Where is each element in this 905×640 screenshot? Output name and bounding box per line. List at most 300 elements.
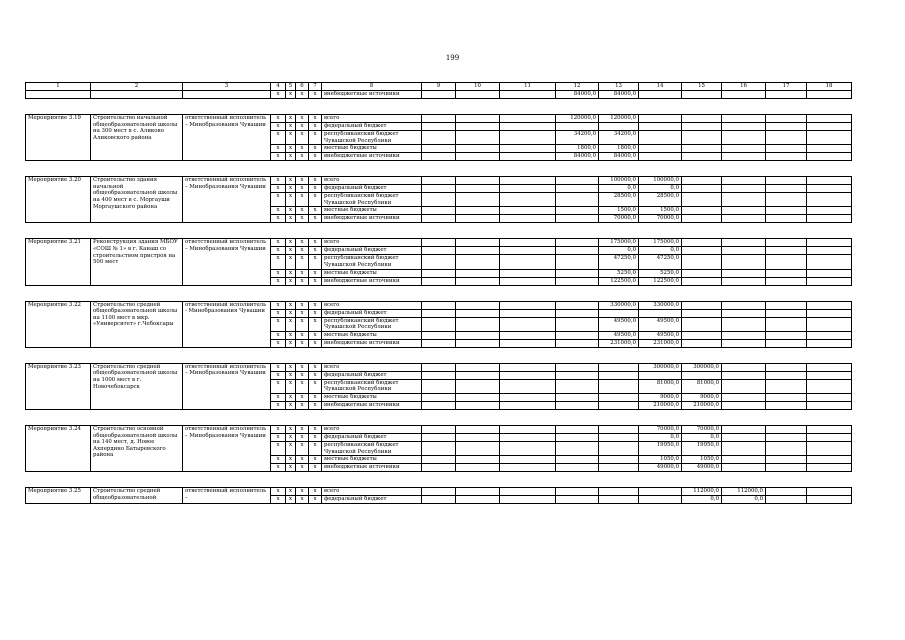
value-cell-col-17 — [766, 379, 807, 393]
value-cell-col-11 — [500, 456, 556, 464]
value-cell-col-9 — [422, 371, 456, 379]
continuation-row — [26, 91, 852, 99]
value-cell-col-14: 49500,0 — [639, 331, 682, 339]
x-mark-cell: x — [309, 115, 322, 123]
value-cell-col-16 — [722, 456, 766, 464]
value-cell-col-18 — [807, 123, 852, 131]
value-cell-col-15 — [682, 371, 722, 379]
x-mark-cell: x — [286, 123, 296, 131]
x-mark-cell: x — [271, 247, 286, 255]
x-mark-cell: x — [296, 269, 309, 277]
x-mark-cell: x — [296, 277, 309, 285]
value-cell-col-16 — [722, 215, 766, 223]
x-mark-cell: x — [309, 193, 322, 207]
activity-name-cell: Реконструкция здания МБОУ «СОШ № 1» в г. Канаш со строительством пристроя на 500 мест — [91, 239, 183, 285]
column-header-12: 12 — [556, 83, 599, 91]
value-cell-col-14: 19950,0 — [639, 441, 682, 455]
x-mark-cell: x — [271, 433, 286, 441]
value-cell-col-10 — [456, 123, 500, 131]
value-cell-col-9 — [422, 255, 456, 269]
x-mark-cell: x — [309, 433, 322, 441]
value-cell-col-16 — [722, 269, 766, 277]
value-cell-col-14: 70000,0 — [639, 425, 682, 433]
value-cell-col-18 — [807, 464, 852, 472]
x-mark-cell: x — [309, 215, 322, 223]
x-mark-cell: x — [286, 153, 296, 161]
value-cell-col-9 — [422, 301, 456, 309]
x-mark-cell: x — [296, 371, 309, 379]
x-mark-cell: x — [309, 145, 322, 153]
value-cell-col-9 — [422, 277, 456, 285]
activity-row — [26, 363, 852, 371]
x-mark-cell: x — [271, 393, 286, 401]
value-cell-col-11 — [500, 496, 556, 504]
value-cell-col-13 — [599, 401, 639, 409]
value-cell-col-16 — [722, 363, 766, 371]
spacer-row — [26, 223, 852, 239]
x-mark-cell: x — [296, 425, 309, 433]
x-mark-cell: x — [271, 193, 286, 207]
column-header-7: 7 — [309, 83, 322, 91]
value-cell-col-17 — [766, 425, 807, 433]
funding-source-cell: республиканский бюджет Чувашской Республики — [322, 379, 422, 393]
funding-source-cell: федеральный бюджет — [322, 309, 422, 317]
value-cell-col-11 — [500, 309, 556, 317]
value-cell-col-12: 84000,0 — [556, 153, 599, 161]
spacer-cell — [26, 161, 852, 177]
value-cell-col-11 — [500, 239, 556, 247]
value-cell-col-16 — [722, 277, 766, 285]
value-cell-col-18 — [807, 185, 852, 193]
value-cell-col-9 — [422, 433, 456, 441]
x-mark-cell: x — [286, 145, 296, 153]
value-cell-col-10 — [456, 464, 500, 472]
x-mark-cell: x — [309, 177, 322, 185]
value-cell-col-18 — [807, 277, 852, 285]
x-mark-cell: x — [286, 433, 296, 441]
x-mark-cell: x — [271, 239, 286, 247]
value-cell-col-11 — [500, 131, 556, 145]
activity-number-cell: Мероприятие 3.25 — [26, 488, 91, 504]
funding-source-cell: внебюджетные источники — [322, 215, 422, 223]
value-cell-col-9 — [422, 309, 456, 317]
x-mark-cell: x — [296, 393, 309, 401]
x-mark-cell: x — [271, 488, 286, 496]
value-cell-col-10 — [456, 255, 500, 269]
value-cell-col-15 — [682, 301, 722, 309]
value-cell-col-14: 0,0 — [639, 185, 682, 193]
value-cell-col-13: 84000,0 — [599, 91, 639, 99]
value-cell-col-9 — [422, 363, 456, 371]
value-cell-col-16 — [722, 393, 766, 401]
responsible-cell: ответственный исполнитель – Минобразования Чувашии — [183, 177, 271, 223]
value-cell-col-13 — [599, 379, 639, 393]
x-mark-cell: x — [309, 123, 322, 131]
x-mark-cell: x — [296, 363, 309, 371]
value-cell-col-10 — [456, 301, 500, 309]
value-cell-col-12 — [556, 331, 599, 339]
value-cell-col-13: 175000,0 — [599, 239, 639, 247]
value-cell-col-14 — [639, 145, 682, 153]
column-header-13: 13 — [599, 83, 639, 91]
spacer-row — [26, 472, 852, 488]
x-mark-cell: x — [286, 301, 296, 309]
spacer-row — [26, 409, 852, 425]
funding-source-cell: федеральный бюджет — [322, 185, 422, 193]
value-cell-col-10 — [456, 239, 500, 247]
value-cell-col-18 — [807, 301, 852, 309]
value-cell-col-17 — [766, 131, 807, 145]
value-cell-col-14: 70000,0 — [639, 215, 682, 223]
value-cell-col-15: 49000,0 — [682, 464, 722, 472]
value-cell-col-14 — [639, 309, 682, 317]
value-cell-col-11 — [500, 207, 556, 215]
value-cell-col-14: 1050,0 — [639, 456, 682, 464]
value-cell-col-11 — [500, 379, 556, 393]
value-cell-col-15 — [682, 215, 722, 223]
value-cell-col-11 — [500, 269, 556, 277]
value-cell-col-14 — [639, 371, 682, 379]
activity-name-cell — [91, 91, 183, 99]
value-cell-col-12 — [556, 269, 599, 277]
value-cell-col-16 — [722, 371, 766, 379]
x-mark-cell: x — [309, 379, 322, 393]
value-cell-col-11 — [500, 177, 556, 185]
funding-source-cell: местные бюджеты — [322, 145, 422, 153]
x-mark-cell: x — [271, 123, 286, 131]
value-cell-col-12 — [556, 433, 599, 441]
column-header-5: 5 — [286, 83, 296, 91]
value-cell-col-14 — [639, 153, 682, 161]
value-cell-col-15: 81000,0 — [682, 379, 722, 393]
responsible-cell: ответственный исполнитель – Минобразования Чувашии — [183, 363, 271, 409]
activity-name-cell: Строительство средней общеобразовательной школы на 1100 мест в мкр. «Университет» г.Чебоксары — [91, 301, 183, 347]
value-cell-col-11 — [500, 371, 556, 379]
column-header-8: 8 — [322, 83, 422, 91]
spacer-cell — [26, 223, 852, 239]
value-cell-col-18 — [807, 115, 852, 123]
value-cell-col-17 — [766, 185, 807, 193]
funding-source-cell: федеральный бюджет — [322, 496, 422, 504]
value-cell-col-15: 9000,0 — [682, 393, 722, 401]
x-mark-cell: x — [271, 464, 286, 472]
value-cell-col-16 — [722, 379, 766, 393]
value-cell-col-17 — [766, 239, 807, 247]
x-mark-cell: x — [296, 131, 309, 145]
x-mark-cell: x — [286, 269, 296, 277]
value-cell-col-17 — [766, 401, 807, 409]
x-mark-cell: x — [286, 277, 296, 285]
value-cell-col-10 — [456, 317, 500, 331]
value-cell-col-17 — [766, 441, 807, 455]
value-cell-col-15 — [682, 91, 722, 99]
x-mark-cell: x — [296, 496, 309, 504]
funding-source-cell: республиканский бюджет Чувашской Республики — [322, 317, 422, 331]
value-cell-col-11 — [500, 91, 556, 99]
value-cell-col-15 — [682, 277, 722, 285]
x-mark-cell: x — [296, 488, 309, 496]
value-cell-col-10 — [456, 193, 500, 207]
value-cell-col-11 — [500, 185, 556, 193]
x-mark-cell: x — [296, 401, 309, 409]
value-cell-col-13: 84000,0 — [599, 153, 639, 161]
value-cell-col-16 — [722, 301, 766, 309]
value-cell-col-15 — [682, 239, 722, 247]
value-cell-col-9 — [422, 464, 456, 472]
value-cell-col-11 — [500, 193, 556, 207]
activity-number-cell — [26, 91, 91, 99]
value-cell-col-15 — [682, 247, 722, 255]
value-cell-col-12 — [556, 379, 599, 393]
x-mark-cell: x — [296, 185, 309, 193]
x-mark-cell: x — [309, 255, 322, 269]
value-cell-col-15 — [682, 255, 722, 269]
value-cell-col-18 — [807, 401, 852, 409]
value-cell-col-10 — [456, 207, 500, 215]
x-mark-cell: x — [296, 379, 309, 393]
value-cell-col-12 — [556, 215, 599, 223]
funding-source-cell: местные бюджеты — [322, 393, 422, 401]
x-mark-cell: x — [271, 456, 286, 464]
value-cell-col-18 — [807, 215, 852, 223]
x-mark-cell: x — [309, 456, 322, 464]
value-cell-col-18 — [807, 309, 852, 317]
funding-source-cell: республиканский бюджет Чувашской Республики — [322, 255, 422, 269]
x-mark-cell: x — [296, 177, 309, 185]
value-cell-col-15: 19950,0 — [682, 441, 722, 455]
funding-source-cell: всего — [322, 301, 422, 309]
value-cell-col-16 — [722, 193, 766, 207]
x-mark-cell: x — [309, 247, 322, 255]
column-header-16: 16 — [722, 83, 766, 91]
value-cell-col-11 — [500, 441, 556, 455]
x-mark-cell: x — [296, 317, 309, 331]
value-cell-col-17 — [766, 115, 807, 123]
value-cell-col-13 — [599, 441, 639, 455]
value-cell-col-16 — [722, 401, 766, 409]
value-cell-col-13: 330000,0 — [599, 301, 639, 309]
value-cell-col-17 — [766, 145, 807, 153]
value-cell-col-17 — [766, 317, 807, 331]
value-cell-col-16 — [722, 207, 766, 215]
funding-source-cell: всего — [322, 425, 422, 433]
x-mark-cell: x — [286, 247, 296, 255]
funding-source-cell: федеральный бюджет — [322, 247, 422, 255]
spacer-row — [26, 347, 852, 363]
value-cell-col-15: 210000,0 — [682, 401, 722, 409]
value-cell-col-15 — [682, 309, 722, 317]
x-mark-cell: x — [309, 363, 322, 371]
value-cell-col-17 — [766, 247, 807, 255]
value-cell-col-12: 84000,0 — [556, 91, 599, 99]
x-mark-cell: x — [296, 255, 309, 269]
value-cell-col-9 — [422, 185, 456, 193]
activity-row — [26, 115, 852, 123]
x-mark-cell: x — [286, 309, 296, 317]
column-header-10: 10 — [456, 83, 500, 91]
value-cell-col-12 — [556, 401, 599, 409]
value-cell-col-17 — [766, 309, 807, 317]
value-cell-col-10 — [456, 145, 500, 153]
value-cell-col-14 — [639, 496, 682, 504]
x-mark-cell: x — [271, 277, 286, 285]
x-mark-cell: x — [296, 247, 309, 255]
x-mark-cell: x — [296, 193, 309, 207]
x-mark-cell: x — [296, 215, 309, 223]
value-cell-col-12 — [556, 339, 599, 347]
value-cell-col-18 — [807, 255, 852, 269]
value-cell-col-16 — [722, 425, 766, 433]
x-mark-cell: x — [309, 91, 322, 99]
value-cell-col-17 — [766, 153, 807, 161]
value-cell-col-13: 28500,0 — [599, 193, 639, 207]
activity-row — [26, 425, 852, 433]
value-cell-col-18 — [807, 496, 852, 504]
value-cell-col-12 — [556, 247, 599, 255]
value-cell-col-16: 0,0 — [722, 496, 766, 504]
x-mark-cell: x — [309, 277, 322, 285]
value-cell-col-15: 0,0 — [682, 496, 722, 504]
x-mark-cell: x — [286, 331, 296, 339]
value-cell-col-13 — [599, 309, 639, 317]
value-cell-col-9 — [422, 496, 456, 504]
value-cell-col-10 — [456, 496, 500, 504]
value-cell-col-18 — [807, 433, 852, 441]
value-cell-col-15 — [682, 331, 722, 339]
value-cell-col-12 — [556, 464, 599, 472]
value-cell-col-12 — [556, 425, 599, 433]
value-cell-col-13 — [599, 393, 639, 401]
value-cell-col-17 — [766, 331, 807, 339]
value-cell-col-13: 1500,0 — [599, 207, 639, 215]
value-cell-col-14: 0,0 — [639, 433, 682, 441]
value-cell-col-16 — [722, 239, 766, 247]
activity-name-cell: Строительство здания начальной общеобразовательной школы на 400 мест в с. Моргауши Моргаушского района — [91, 177, 183, 223]
column-header-2: 2 — [91, 83, 183, 91]
x-mark-cell: x — [286, 255, 296, 269]
funding-source-cell: всего — [322, 115, 422, 123]
activity-number-cell: Мероприятие 3.23 — [26, 363, 91, 409]
activity-number-cell: Мероприятие 3.24 — [26, 425, 91, 471]
value-cell-col-12 — [556, 496, 599, 504]
value-cell-col-18 — [807, 269, 852, 277]
value-cell-col-14: 9000,0 — [639, 393, 682, 401]
value-cell-col-18 — [807, 456, 852, 464]
spacer-row — [26, 161, 852, 177]
value-cell-col-10 — [456, 153, 500, 161]
x-mark-cell: x — [271, 317, 286, 331]
value-cell-col-16 — [722, 339, 766, 347]
value-cell-col-12 — [556, 255, 599, 269]
x-mark-cell: x — [296, 456, 309, 464]
program-activities-table — [25, 82, 852, 504]
value-cell-col-13 — [599, 363, 639, 371]
value-cell-col-11 — [500, 115, 556, 123]
x-mark-cell: x — [286, 441, 296, 455]
value-cell-col-11 — [500, 277, 556, 285]
value-cell-col-15 — [682, 177, 722, 185]
value-cell-col-10 — [456, 131, 500, 145]
activity-name-cell: Строительство средней общеобразовательной школы на 1000 мест в г. Новочебоксарск — [91, 363, 183, 409]
x-mark-cell: x — [271, 309, 286, 317]
x-mark-cell: x — [309, 185, 322, 193]
funding-source-cell: республиканский бюджет Чувашской Республики — [322, 441, 422, 455]
value-cell-col-9 — [422, 115, 456, 123]
x-mark-cell: x — [271, 131, 286, 145]
value-cell-col-15: 1050,0 — [682, 456, 722, 464]
x-mark-cell: x — [309, 425, 322, 433]
x-mark-cell: x — [271, 331, 286, 339]
funding-source-cell: местные бюджеты — [322, 207, 422, 215]
value-cell-col-15 — [682, 153, 722, 161]
x-mark-cell: x — [271, 496, 286, 504]
x-mark-cell: x — [271, 269, 286, 277]
value-cell-col-17 — [766, 301, 807, 309]
value-cell-col-16 — [722, 464, 766, 472]
value-cell-col-13 — [599, 456, 639, 464]
value-cell-col-13: 122500,0 — [599, 277, 639, 285]
column-header-17: 17 — [766, 83, 807, 91]
funding-source-cell: внебюджетные источники — [322, 401, 422, 409]
value-cell-col-17 — [766, 277, 807, 285]
value-cell-col-11 — [500, 215, 556, 223]
value-cell-col-18 — [807, 193, 852, 207]
x-mark-cell: x — [296, 91, 309, 99]
value-cell-col-18 — [807, 425, 852, 433]
activity-name-cell: Строительство основной общеобразовательной школы на 140 мест, д. Новое Ахпердино Батыревского района — [91, 425, 183, 471]
x-mark-cell: x — [271, 425, 286, 433]
column-header-6: 6 — [296, 83, 309, 91]
value-cell-col-14: 175000,0 — [639, 239, 682, 247]
funding-source-cell: всего — [322, 239, 422, 247]
funding-source-cell: всего — [322, 177, 422, 185]
value-cell-col-17 — [766, 464, 807, 472]
responsible-cell: ответственный исполнитель – — [183, 488, 271, 504]
value-cell-col-12 — [556, 277, 599, 285]
value-cell-col-13 — [599, 488, 639, 496]
value-cell-col-16 — [722, 115, 766, 123]
value-cell-col-17 — [766, 488, 807, 496]
value-cell-col-10 — [456, 393, 500, 401]
value-cell-col-18 — [807, 339, 852, 347]
value-cell-col-14: 47250,0 — [639, 255, 682, 269]
value-cell-col-13 — [599, 433, 639, 441]
value-cell-col-9 — [422, 193, 456, 207]
value-cell-col-13: 47250,0 — [599, 255, 639, 269]
x-mark-cell: x — [271, 441, 286, 455]
value-cell-col-17 — [766, 123, 807, 131]
value-cell-col-14: 122500,0 — [639, 277, 682, 285]
value-cell-col-9 — [422, 145, 456, 153]
value-cell-col-9 — [422, 401, 456, 409]
value-cell-col-15: 0,0 — [682, 433, 722, 441]
value-cell-col-10 — [456, 91, 500, 99]
value-cell-col-9 — [422, 269, 456, 277]
x-mark-cell: x — [271, 215, 286, 223]
value-cell-col-18 — [807, 145, 852, 153]
value-cell-col-11 — [500, 464, 556, 472]
x-mark-cell: x — [296, 331, 309, 339]
x-mark-cell: x — [309, 393, 322, 401]
x-mark-cell: x — [286, 371, 296, 379]
value-cell-col-17 — [766, 456, 807, 464]
value-cell-col-14: 28500,0 — [639, 193, 682, 207]
value-cell-col-17 — [766, 269, 807, 277]
x-mark-cell: x — [286, 488, 296, 496]
x-mark-cell: x — [309, 488, 322, 496]
value-cell-col-13: 5250,0 — [599, 269, 639, 277]
x-mark-cell: x — [271, 401, 286, 409]
